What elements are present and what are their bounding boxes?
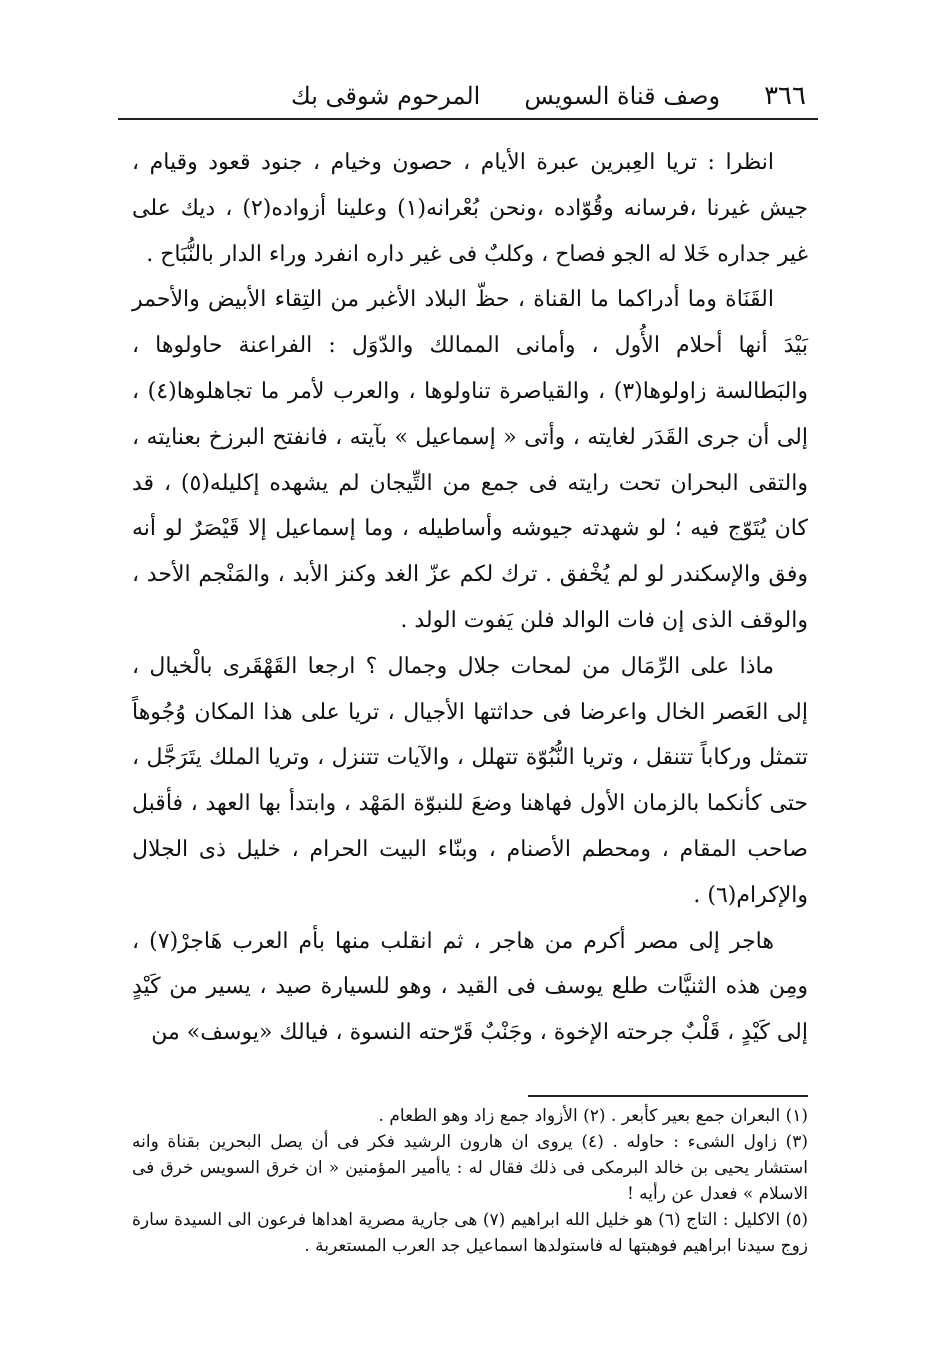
page-number: ٣٦٦ bbox=[764, 81, 806, 111]
header-rule bbox=[118, 118, 818, 120]
paragraph: انظرا : تريا العِبرين عبرة الأيام ، حصون وخيام ، جنود قعود وقيام ، جيش غيرنا ،فرسانه وقُوّاده ،ونحن بُعْرانه(١) وعلينا أزواده(٢) ، ديك على غير جداره خَلا له الجو فصاح ، وكلبٌ فى غير داره انفرد وراء الدار بالنُّبَاح . bbox=[132, 150, 808, 267]
footnote-line: (٥) الاكليل : التاج (٦) هو خليل الله ابراهيم (٧) هى جارية مصرية اهداها فرعون الى السيدة سارة زوج سيدنا ابراهيم فوهبتها له فاستولدها اسماعيل جد العرب المستعربة . bbox=[132, 1210, 808, 1256]
running-title: وصف قناة السويس bbox=[524, 82, 721, 110]
footnote-line: (١) البعران جمع بعير كأبعر . (٢) الأزواد جمع زاد وهو الطعام . bbox=[378, 1106, 808, 1126]
footnotes bbox=[132, 1103, 808, 1259]
footnote-rule bbox=[528, 1095, 808, 1097]
paragraph: القَنَاة وما أدراكما ما القناة ، حظّ البلاد الأغبر من التِقاء الأبيض والأحمر بَيْدَ أنها أحلام الأُول ، وأمانى الممالك والدّوَل : الفراعنة حاولوها ، والبَطالسة زاولوها(٣) ، والقياصرة تناولوها ، والعرب لأمر ما تجاهلوها(٤) ، إلى أن جرى القَدَر لغايته ، وأتى « إسماعيل » بآيته ، فانفتح البرزخ بعنايته ، والتقى البحران تحت رايته فى جمع من التِّيجان لم يشهده إكليله(٥) ، قد كان يُتَوّج فيه ؛ لو شهدته جيوشه وأساطيله ، وما إسماعيل إلا قَيْصَرٌ لو أنه وفق والإسكندر لو لم يُخْفق . ترك لكم عزّ الغد وكنز الأبد ، والمَنْجم الأحد ، والوقف الذى إن فات الوالد فلن يَفوت الولد . bbox=[132, 287, 808, 633]
paragraph: ماذا على الرِّمَال من لمحات جلال وجمال ؟ ارجعا القَهْقَرى بالْخيال ، إلى العَصر الخال واعرضا فى حداثتها الأجيال ، تريا على هذا المكان وُجُوهاً تتمثل وركاباً تتنقل ، وتريا النُّبُوّة تتهلل ، والآيات تتنزل ، وتريا الملك يتَرَجَّل ، حتى كأنكما بالزمان الأول فهاهنا وضعَ للنبوّة المَهْد ، وابتدأ بها العهد ، فأقبل صاحب المقام ، ومحطم الأصنام ، وبنّاء البيت الحرام ، خليل ذى الجلال والإكرام(٦) . bbox=[132, 653, 808, 908]
paragraph: هاجر إلى مصر أكرم من هاجر ، ثم انقلب منها بأم العرب هَاجرْ(٧) ، ومِن هذه الثنيَّات طلع يوسف فى القيد ، وهو للسيارة صيد ، يسير من كَيْدٍ إلى كَيْدٍ ، قَلْبٌ جرحته الإخوة ، وجَنْبٌ قَرّحته النسوة ، فيالك «يوسف» من bbox=[132, 928, 808, 1046]
body-text bbox=[132, 140, 808, 1056]
footnote-line: (٣) زاول الشىء : حاوله . (٤) يروى ان هارون الرشيد فكر فى أن يصل البحرين بقناة وانه استشار يحيى بن خالد البرمكى فى ذلك فقال له : ياأمير المؤمنين « ان خرق السويس خرق فى الاسلام » فعدل عن رأيه ! bbox=[132, 1132, 808, 1204]
running-author: المرحوم شوقى بك bbox=[291, 82, 481, 110]
page-header bbox=[130, 78, 806, 114]
